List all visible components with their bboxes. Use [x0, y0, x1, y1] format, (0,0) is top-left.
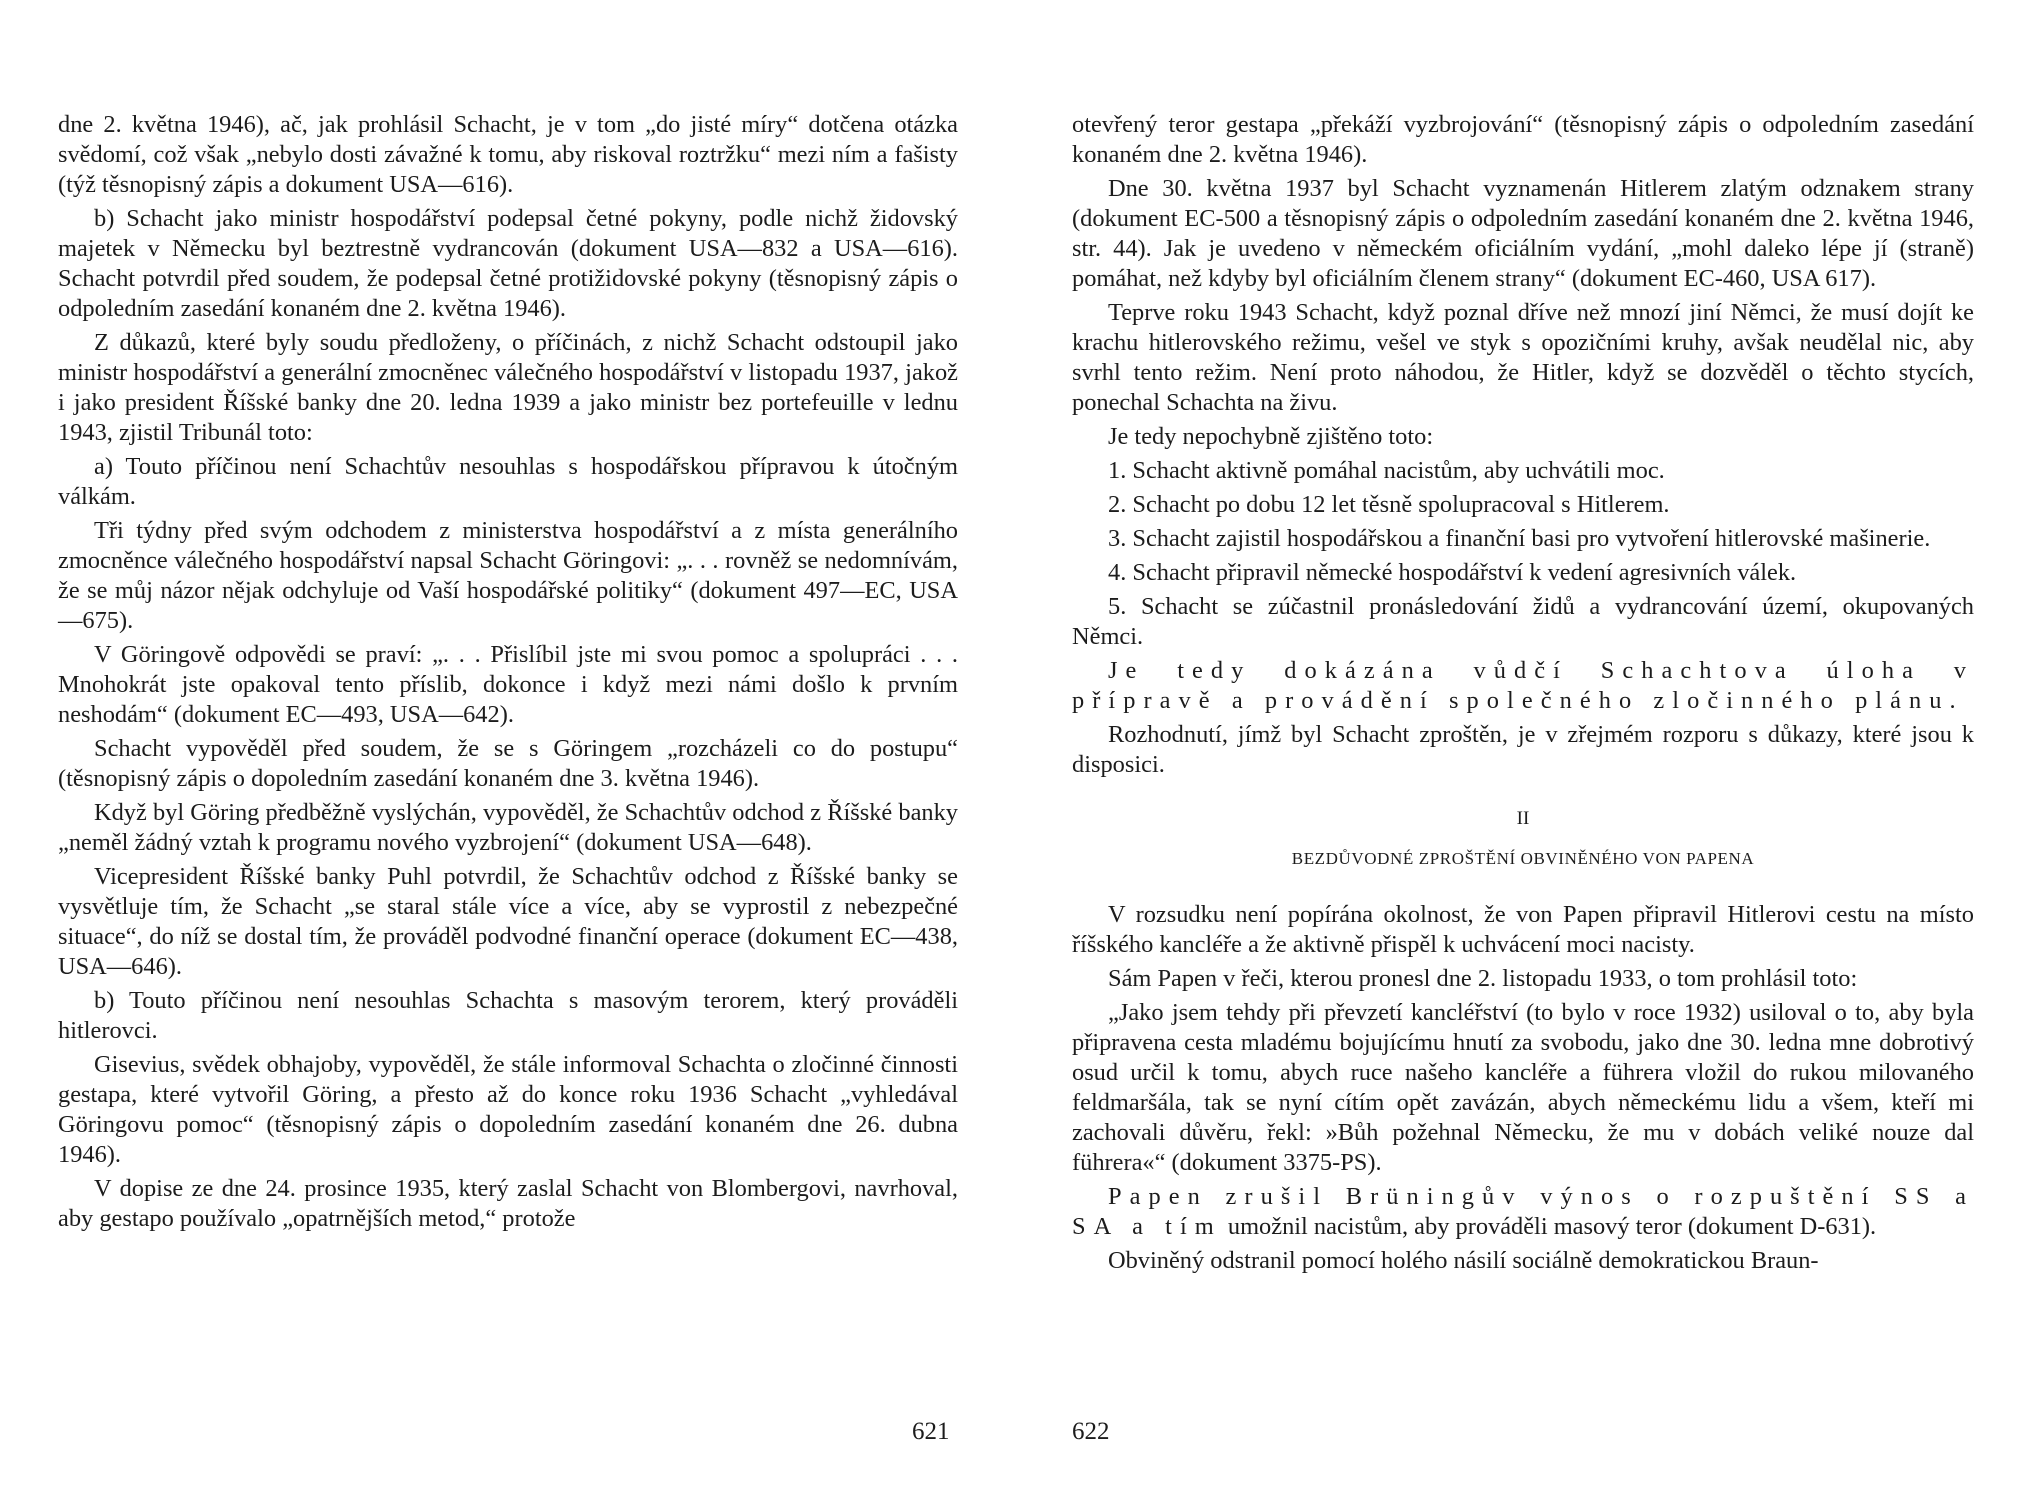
- left-page-text: [58, 110, 958, 1238]
- paragraph: Vicepresident Říšské banky Puhl potvrdil, že Schachtův odchod z Říšské banky se vysvětluje tím, že Schacht „se staral stále více a více, aby se vyprostil z nebezpečné situace“, do níž se dostal tím, že prováděl podvodné finanční operace (dokument EC—438, USA—646).: [58, 863, 958, 980]
- paragraph: Rozhodnutí, jímž byl Schacht zproštěn, je v zřejmém rozporu s důkazy, které jsou k disposici.: [1072, 721, 1974, 778]
- paragraph: dne 2. května 1946), ač, jak prohlásil Schacht, je v tom „do jisté míry“ dotčena otázka svědomí, což však „nebylo dosti závažné k tomu, aby riskoval roztržku“ mezi ním a fašisty (týž těsnopisný zápis a dokument USA—616).: [58, 111, 958, 198]
- paragraph: Je tedy nepochybně zjištěno toto:: [1108, 423, 1434, 450]
- paragraph: Tři týdny před svým odchodem z ministerstva hospodářství a z místa generálního zmocněnce válečného hospodářství napsal Schacht Göringovi: „. . . rovněž se nedomnívám, že se můj názor nějak odchyluje od Vaší hospodářské politiky“ (dokument 497—EC, USA—675).: [58, 517, 958, 634]
- conclusion-paragraph: Je tedy dokázána vůdčí Schachtova úloha v přípravě a provádění společného zločinného plánu.: [1072, 657, 1974, 714]
- page-number: 622: [1072, 1418, 1110, 1445]
- emphasized-text: Papen zrušil Brüningův výnos o rozpuštění SS a SA a tím: [1072, 1183, 1974, 1240]
- paragraph: otevřený teror gestapa „překáží vyzbrojování“ (těsnopisný zápis o odpoledním zasedání konaném dne 2. května 1946).: [1072, 111, 1974, 168]
- section-heading: BEZDŮVODNÉ ZPROŠTĚNÍ OBVINĚNÉHO VON PAPENA: [1291, 849, 1755, 868]
- paragraph: V Göringově odpovědi se praví: „. . . Přislíbil jste mi svou pomoc a spolupráci . . . Mnohokrát jste opakoval tento příslib, dokonce i když mezi námi došlo k prvním neshodám“ (dokument EC—493, USA—642).: [58, 641, 958, 728]
- list-item: 3. Schacht zajistil hospodářskou a finanční basi pro vytvoření hitlerovské mašinerie.: [1108, 525, 1931, 552]
- right-page: [1015, 0, 2030, 1500]
- paragraph: Obviněný odstranil pomocí holého násilí sociálně demokratickou Braun-: [1108, 1247, 1819, 1274]
- paragraph: b) Touto příčinou není nesouhlas Schachta s masovým terorem, který prováděli hitlerovci.: [58, 987, 958, 1044]
- paragraph: a) Touto příčinou není Schachtův nesouhlas s hospodářskou přípravou k útočným válkám.: [58, 453, 958, 510]
- section-number: II: [1516, 808, 1530, 829]
- list-item: 1. Schacht aktivně pomáhal nacistům, aby uchvátili moc.: [1108, 457, 1665, 484]
- paragraph: Z důkazů, které byly soudu předloženy, o příčinách, z nichž Schacht odstoupil jako ministr hospodářství a generální zmocněnec válečného hospodářství v listopadu 1937, jakož i jako president Říšské banky dne 20. ledna 1939 a jako ministr bez portefeuille v lednu 1943, zjistil Tribunál toto:: [58, 329, 958, 446]
- paragraph: [1072, 1182, 1974, 1242]
- paragraph: V rozsudku není popírána okolnost, že von Papen připravil Hitlerovi cestu na místo říšského kancléře a že aktivně přispěl k uchvácení moci nacisty.: [1072, 901, 1974, 958]
- paragraph: Gisevius, svědek obhajoby, vypověděl, že stále informoval Schachta o zločinné činnosti gestapa, které vytvořil Göring, a přesto až do konce roku 1936 Schacht „vyhledával Göringovu pomoc“ (těsnopisný zápis o dopoledním zasedání konaném dne 26. dubna 1946).: [58, 1051, 958, 1168]
- paragraph: Teprve roku 1943 Schacht, když poznal dříve než mnozí jiní Němci, že musí dojít ke krachu hitlerovského režimu, vešel ve styk s opozičními kruhy, avšak neudělal nic, aby svrhl tento režim. Není proto náhodou, že Hitler, když se dozvěděl o těchto stycích, ponechal Schachta na živu.: [1072, 299, 1974, 416]
- list-item: 4. Schacht připravil německé hospodářství k vedení agresivních válek.: [1108, 559, 1797, 586]
- list-item: 5. Schacht se zúčastnil pronásledování židů a vydrancování území, okupovaných Němci.: [1072, 593, 1974, 650]
- paragraph-text: umožnil nacistům, aby prováděli masový teror (dokument D-631).: [1221, 1213, 1877, 1240]
- paragraph: Dne 30. května 1937 byl Schacht vyznamenán Hitlerem zlatým odznakem strany (dokument EC-500 a těsnopisný zápis o odpoledním zasedání konaném dne 2. května 1946, str. 44). Jak je uvedeno v německém oficiálním vydání, „mohl daleko lépe jí (straně) pomáhat, než kdyby byl oficiálním členem strany“ (dokument EC-460, USA 617).: [1072, 175, 1974, 292]
- paragraph: Když byl Göring předběžně vyslýchán, vypověděl, že Schachtův odchod z Říšské banky „neměl žádný vztah k programu nového vyzbrojení“ (dokument USA—648).: [58, 799, 958, 856]
- paragraph: Sám Papen v řeči, kterou pronesl dne 2. listopadu 1933, o tom prohlásil toto:: [1108, 965, 1858, 992]
- paragraph: b) Schacht jako ministr hospodářství podepsal četné pokyny, podle nichž židovský majetek v Německu byl beztrestně vydrancován (dokument USA—832 a USA—616). Schacht potvrdil před soudem, že podepsal četné protižidovské pokyny (těsnopisný zápis o odpoledním zasedání konaném dne 2. května 1946).: [58, 205, 958, 322]
- right-page-text: [1072, 110, 1974, 1280]
- page-number: 621: [912, 1418, 950, 1445]
- paragraph: Schacht vypověděl před soudem, že se s Göringem „rozcházeli co do postupu“ (těsnopisný zápis o dopoledním zasedání konaném dne 3. května 1946).: [58, 735, 958, 792]
- paragraph: V dopise ze dne 24. prosince 1935, který zaslal Schacht von Blombergovi, navrhoval, aby gestapo používalo „opatrnějších metod,“ protože: [58, 1175, 958, 1232]
- quotation-paragraph: „Jako jsem tehdy při převzetí kancléřství (to bylo v roce 1932) usiloval o to, aby byla připravena cesta mladému bojujícímu hnutí za svobodu, jako dne 30. ledna mne dobrotivý osud určil k tomu, abych ruce našeho kancléře a führera vložil do rukou milovaného feldmaršála, tak se nyní cítím opět zavázán, abych německému lidu a všem, kteří mi zachovali důvěru, řekl: »Bůh požehnal Německu, že mu v dobách veliké nouze dal führera«“ (dokument 3375-PS).: [1072, 999, 1974, 1176]
- list-item: 2. Schacht po dobu 12 let těsně spolupracoval s Hitlerem.: [1108, 491, 1670, 518]
